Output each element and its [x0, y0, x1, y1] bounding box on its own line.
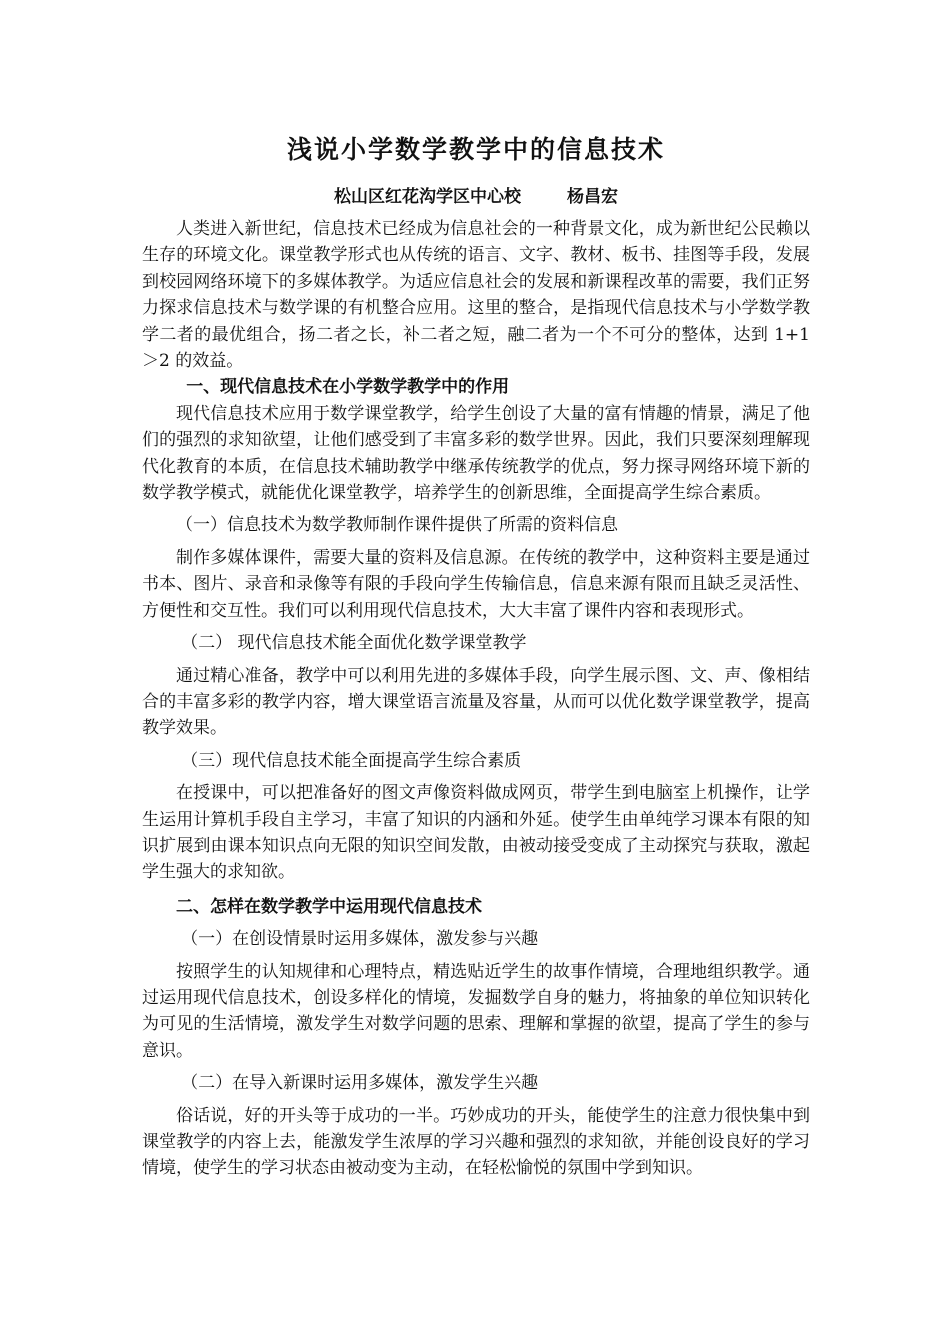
section-1-sub-2-heading: （二） 现代信息技术能全面优化数学课堂教学 [181, 633, 527, 654]
section-1-intro: 现代信息技术应用于数学课堂教学，给学生创设了大量的富有情趣的情景，满足了他们的强烈的求知欲望，让他们感受到了丰富多彩的数学世界。因此，我们只要深刻理解现代化教育的本质，在信息技术辅助教学中继承传统教学的优点，努力探寻网络环境下新的数学教学模式，就能优化课堂教学，培养学生的创新思维，全面提高学生综合素质。 [142, 403, 810, 504]
author-line [142, 184, 810, 210]
section-2-sub-2-body: 俗话说，好的开头等于成功的一半。巧妙成功的开头，能使学生的注意力很快集中到课堂教学的内容上去，能激发学生浓厚的学习兴趣和强烈的求知欲，并能创设良好的学习情境，使学生的学习状态由被动变为主动，在轻松愉悦的氛围中学到知识。 [142, 1105, 810, 1179]
author-organization: 松山区红花沟学区中心校 [334, 187, 522, 207]
section-1-sub-3-body: 在授课中，可以把准备好的图文声像资料做成网页，带学生到电脑室上机操作，让学生运用计算机手段自主学习，丰富了知识的内涵和外延。使学生由单纯学习课本有限的知识扩展到由课本知识点向无限的知识空间发散，由被动接受变成了主动探究与获取，激起学生强大的求知欲。 [142, 783, 810, 883]
section-1-sub-1-heading: （一）信息技术为数学教师制作课件提供了所需的资料信息 [176, 515, 618, 536]
section-2-sub-2-heading: （二）在导入新课时运用多媒体，激发学生兴趣 [181, 1073, 539, 1094]
section-2-sub-1-heading: （一）在创设情景时运用多媒体，激发参与兴趣 [181, 929, 539, 950]
document-page [142, 130, 810, 1182]
document-title: 浅说小学数学教学中的信息技术 [286, 135, 665, 164]
intro-paragraph: 人类进入新世纪，信息技术已经成为信息社会的一种背景文化，成为新世纪公民赖以生存的环境文化。课堂教学形式也从传统的语言、文字、教材、板书、挂图等手段，发展到校园网络环境下的多媒体教学。为适应信息社会的发展和新课程改革的需要，我们正努力探求信息技术与数学课的有机整合应用。这里的整合，是指现代信息技术与小学数学教学二者的最优组合，扬二者之长，补二者之短，融二者为一个不可分的整体，达到 1+1＞2 的效益。 [142, 219, 810, 372]
section-1-sub-1-body: 制作多媒体课件，需要大量的资料及信息源。在传统的教学中，这种资料主要是通过书本、图片、录音和录像等有限的手段向学生传输信息，信息来源有限而且缺乏灵活性、方便性和交互性。我们可以利用现代信息技术，大大丰富了课件内容和表现形式。 [142, 547, 810, 621]
section-2-heading: 二、怎样在数学教学中运用现代信息技术 [176, 896, 482, 917]
section-2-sub-1-body: 按照学生的认知规律和心理特点，精选贴近学生的故事作情境，合理地组织教学。通过运用现代信息技术，创设多样化的情境，发掘数学自身的魅力，将抽象的单位知识转化为可见的生活情境，激发学生对数学问题的思索、理解和掌握的欲望，提高了学生的参与意识。 [142, 961, 810, 1061]
author-name: 杨昌宏 [566, 187, 618, 207]
section-1-sub-3-heading: （三）现代信息技术能全面提高学生综合素质 [181, 750, 522, 771]
section-1-sub-2-body: 通过精心准备，教学中可以利用先进的多媒体手段，向学生展示图、文、声、像相结合的丰富多彩的教学内容，增大课堂语言流量及容量，从而可以优化数学课堂教学，提高教学效果。 [142, 665, 810, 739]
section-1-heading: 一、现代信息技术在小学数学教学中的作用 [186, 377, 510, 398]
